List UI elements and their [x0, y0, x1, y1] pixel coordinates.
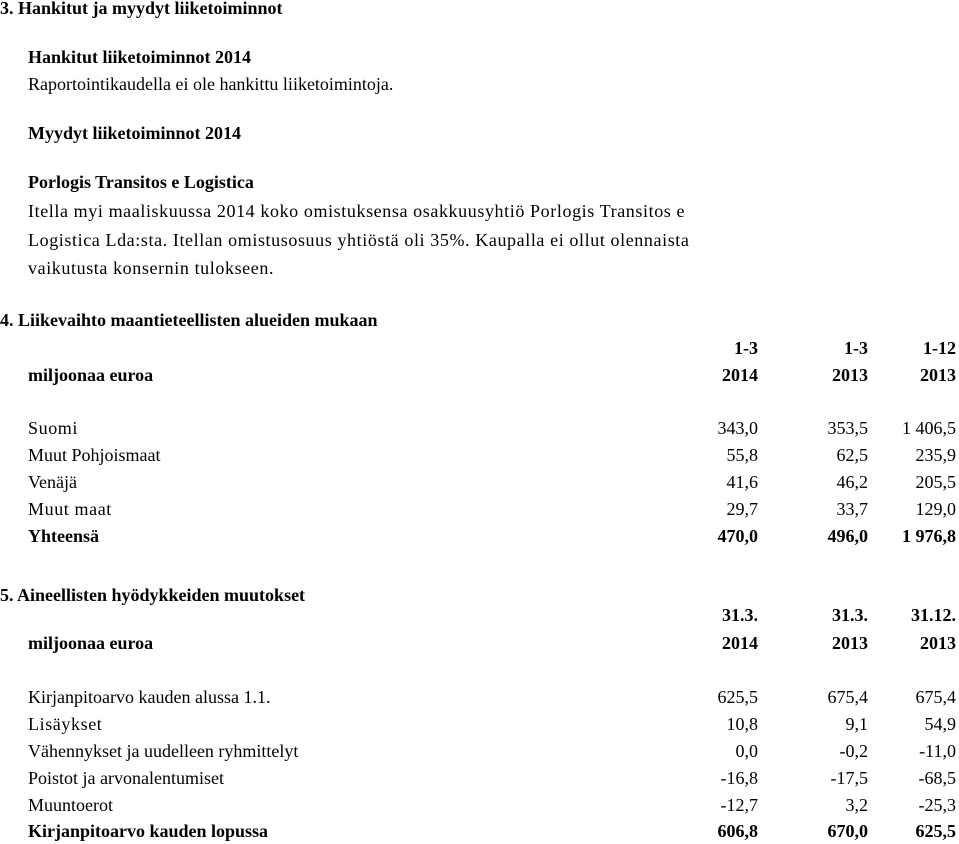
s4-col-year-1: 2014 — [722, 365, 758, 385]
s4-col-period-2: 1-3 — [844, 338, 868, 358]
sold-text-line-3: vaikutusta konsernin tulokseen. — [28, 258, 275, 278]
row-value: 55,8 — [726, 445, 758, 465]
sold-subtitle: Porlogis Transitos e Logistica — [28, 172, 254, 192]
sold-title: Myydyt liiketoiminnot 2014 — [28, 123, 242, 143]
s5-col-period-3: 31.12. — [911, 605, 956, 625]
row-value: 9,1 — [845, 714, 868, 734]
s5-col-year-1: 2014 — [722, 633, 758, 653]
s4-col-year-3: 2013 — [920, 365, 956, 385]
row-value: 343,0 — [717, 418, 758, 438]
row-value: 62,5 — [836, 445, 868, 465]
row-value: 625,5 — [717, 687, 758, 707]
total-label: Kirjanpitoarvo kauden lopussa — [28, 821, 269, 841]
acquired-text: Raportointikaudella ei ole hankittu liiketoimintoja. — [28, 74, 394, 94]
row-value: 33,7 — [836, 499, 868, 519]
s4-col-year-2: 2013 — [832, 365, 868, 385]
row-label: Kirjanpitoarvo kauden alussa 1.1. — [28, 687, 271, 707]
total-value: 1 976,8 — [902, 526, 956, 546]
s5-col-year-3: 2013 — [920, 633, 956, 653]
row-value: 129,0 — [915, 499, 956, 519]
row-value: 205,5 — [915, 472, 956, 492]
total-value: 606,8 — [717, 821, 758, 841]
row-value: -68,5 — [918, 768, 956, 788]
section-4-heading: 4. Liikevaihto maantieteellisten alueiden mukaan — [0, 310, 378, 330]
row-label: Muut maat — [28, 499, 112, 519]
row-value: 54,9 — [924, 714, 956, 734]
row-value: 235,9 — [915, 445, 956, 465]
row-value: -12,7 — [720, 795, 758, 815]
row-value: 10,8 — [726, 714, 758, 734]
section-5-heading: 5. Aineellisten hyödykkeiden muutokset — [0, 585, 306, 605]
sold-text-line-2: Logistica Lda:sta. Itellan omistusosuus yhtiöstä oli 35%. Kaupalla ei ollut olennaista — [28, 230, 690, 250]
sold-text-line-1: Itella myi maaliskuussa 2014 koko omistuksensa osakkuusyhtiö Porlogis Transitos e — [28, 201, 686, 221]
s5-col-period-1: 31.3. — [722, 605, 758, 625]
row-value: 29,7 — [726, 499, 758, 519]
acquired-title: Hankitut liiketoiminnot 2014 — [28, 47, 252, 67]
row-value: 1 406,5 — [902, 418, 956, 438]
row-value: 46,2 — [836, 472, 868, 492]
total-value: 470,0 — [717, 526, 758, 546]
total-value: 625,5 — [915, 821, 956, 841]
total-label: Yhteensä — [28, 526, 99, 546]
s5-col-year-2: 2013 — [832, 633, 868, 653]
row-label: Muut Pohjoismaat — [28, 445, 161, 465]
row-value: 3,2 — [845, 795, 868, 815]
total-value: 496,0 — [827, 526, 868, 546]
row-value: 41,6 — [726, 472, 758, 492]
row-value: -11,0 — [919, 741, 956, 761]
row-value: 0,0 — [735, 741, 758, 761]
row-label: Muuntoerot — [28, 795, 113, 815]
s4-unit-label: miljoonaa euroa — [28, 365, 154, 385]
s4-col-period-3: 1-12 — [923, 338, 956, 358]
row-label: Lisäykset — [28, 714, 103, 734]
row-value: 675,4 — [827, 687, 868, 707]
row-value: 675,4 — [915, 687, 956, 707]
s5-unit-label: miljoonaa euroa — [28, 633, 154, 653]
row-label: Venäjä — [28, 472, 77, 492]
row-value: -25,3 — [918, 795, 956, 815]
row-label: Suomi — [28, 418, 79, 438]
row-value: 353,5 — [827, 418, 868, 438]
row-value: -17,5 — [830, 768, 868, 788]
s5-col-period-2: 31.3. — [832, 605, 868, 625]
row-value: -0,2 — [839, 741, 868, 761]
row-value: -16,8 — [720, 768, 758, 788]
row-label: Vähennykset ja uudelleen ryhmittelyt — [28, 741, 299, 761]
s4-col-period-1: 1-3 — [734, 338, 758, 358]
total-value: 670,0 — [827, 821, 868, 841]
row-label: Poistot ja arvonalentumiset — [28, 768, 224, 788]
section-3-heading: 3. Hankitut ja myydyt liiketoiminnot — [0, 0, 283, 18]
